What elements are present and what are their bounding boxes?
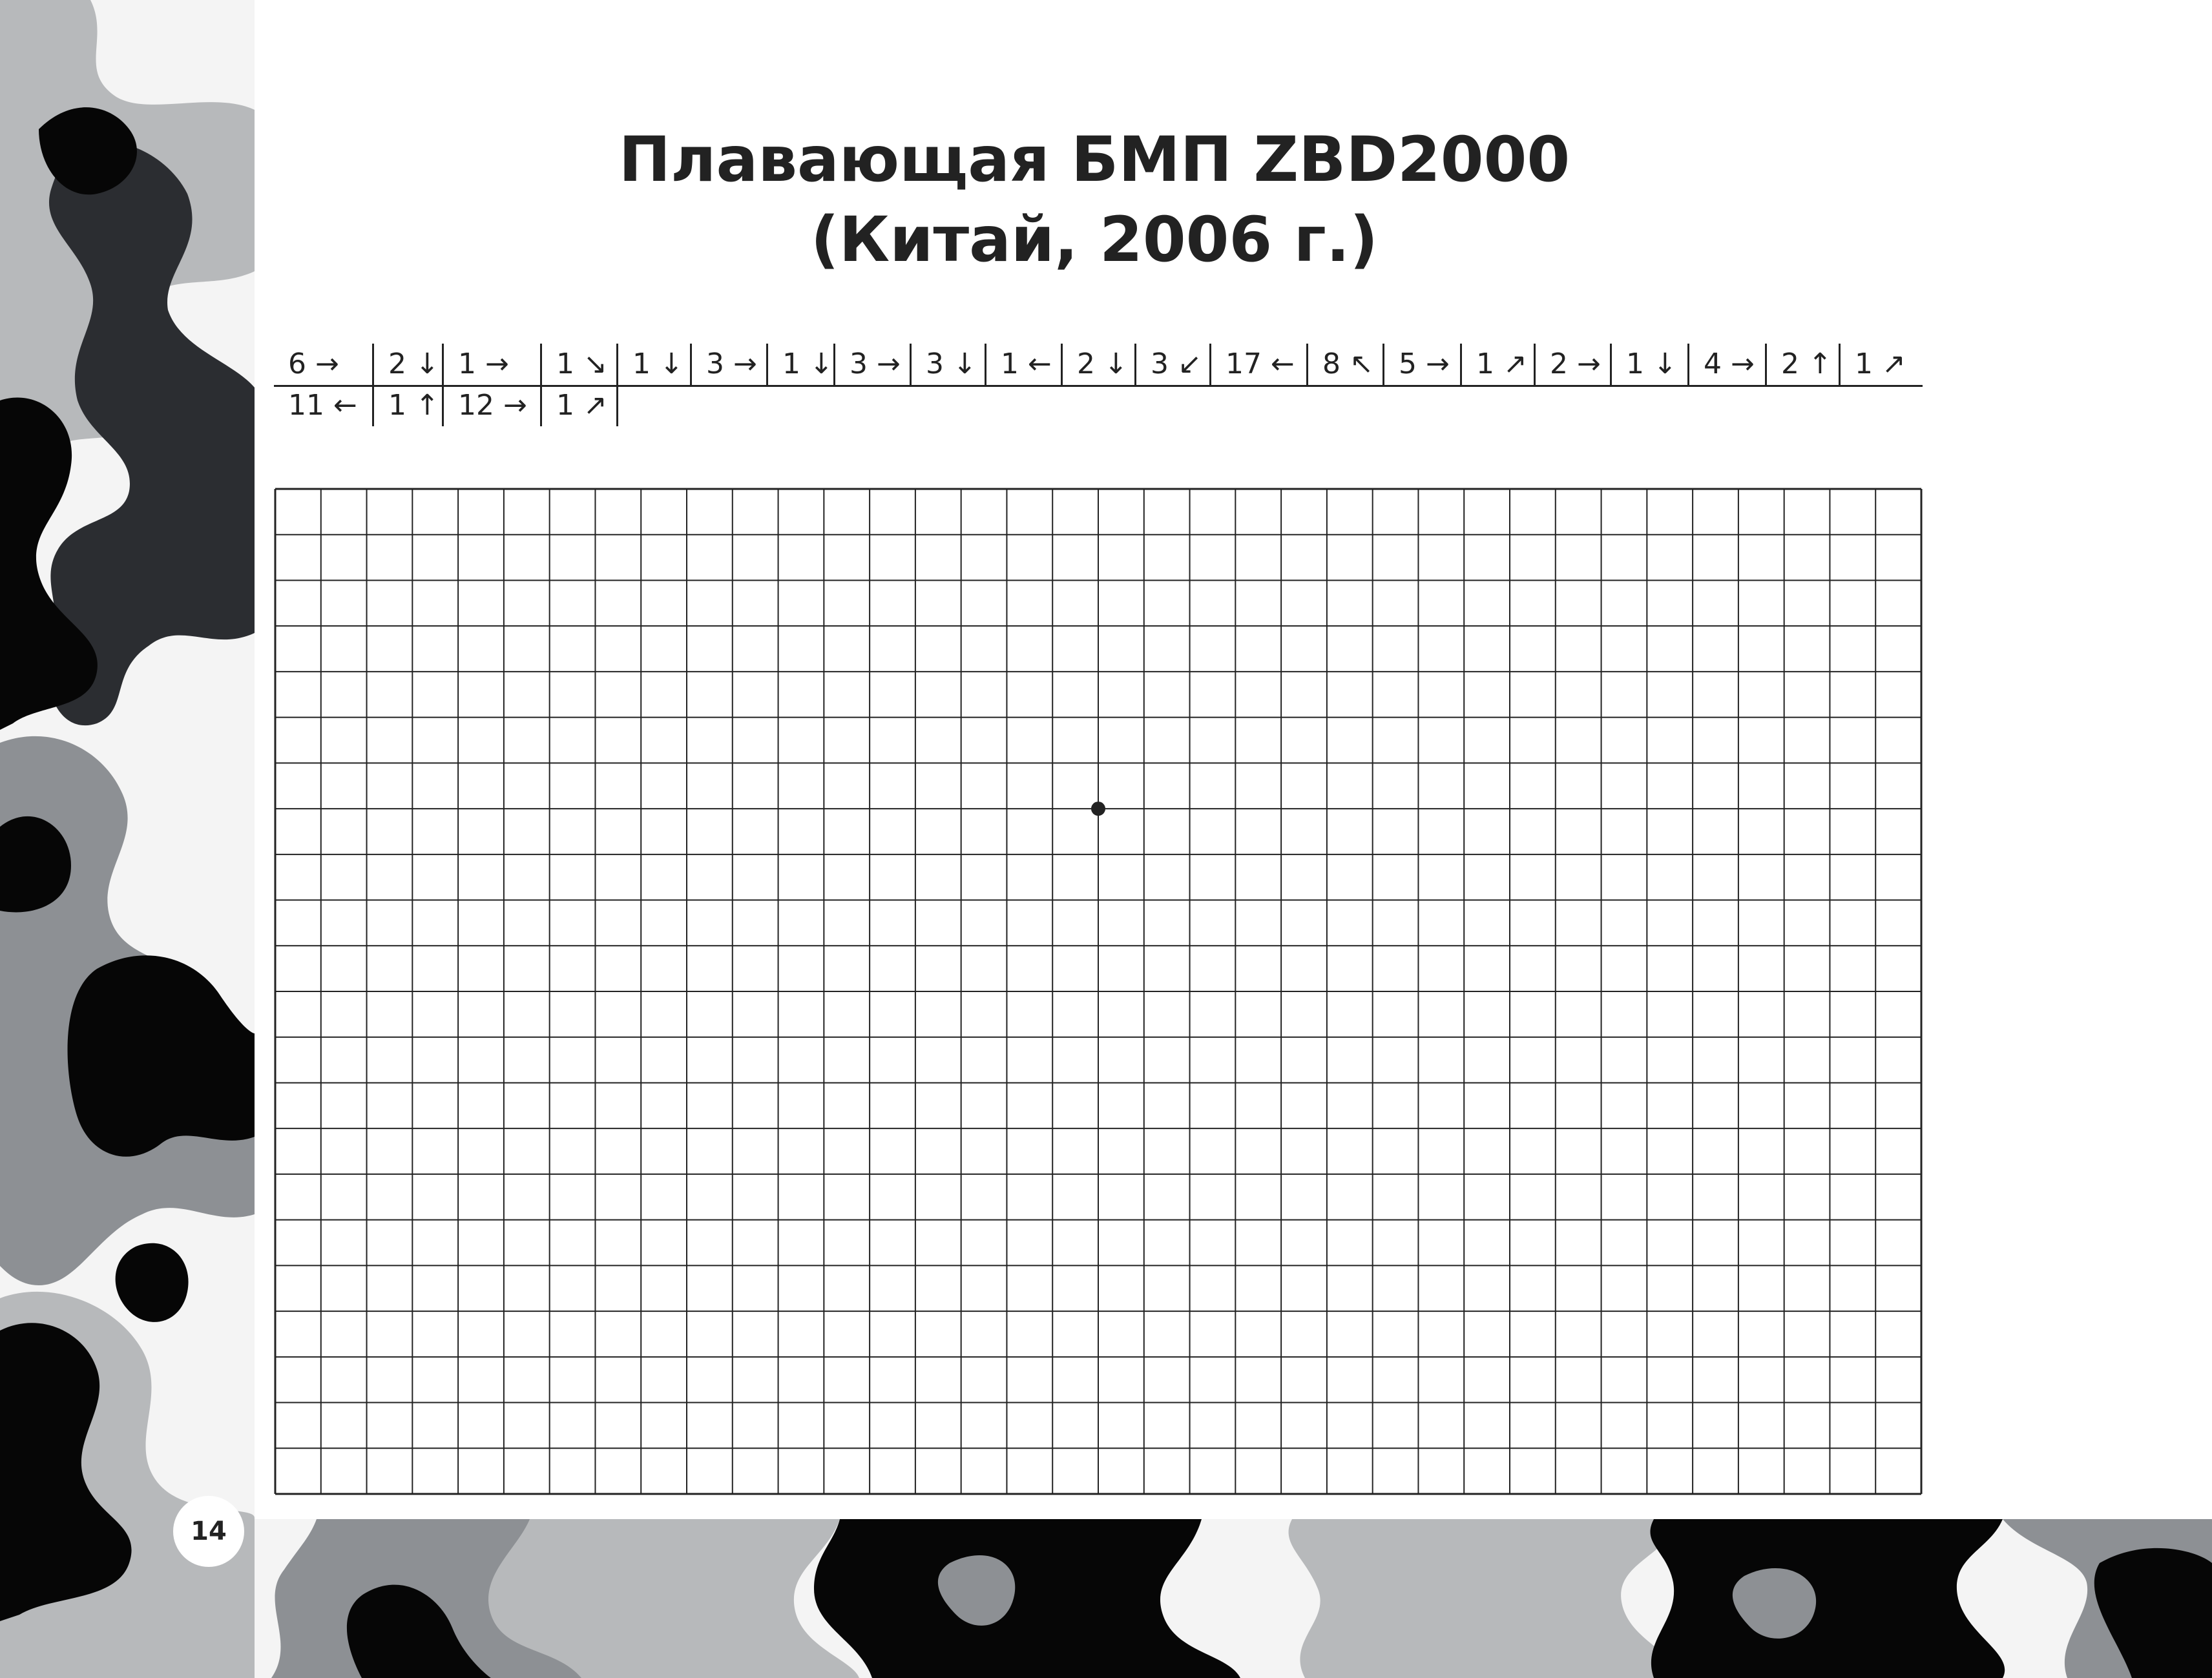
instruction-cell: 5 → [1382, 344, 1460, 385]
title-line-2: (Китай, 2006 г.) [810, 203, 1379, 276]
instructions-row-2 [274, 385, 1923, 426]
instruction-cell: 17 ← [1209, 344, 1306, 385]
drawing-instructions [274, 344, 1923, 428]
drawing-grid[interactable] [274, 488, 1923, 1495]
instruction-cell: 12 → [442, 385, 540, 426]
instruction-cell: 8 ↖ [1306, 344, 1382, 385]
grid-canvas[interactable] [274, 488, 1923, 1495]
instruction-cell: 3 ↓ [910, 344, 985, 385]
instruction-cell: 2 ↓ [1061, 344, 1134, 385]
instruction-cell: 1 ← [985, 344, 1061, 385]
start-dot [1091, 802, 1105, 816]
title-line-1: Плавающая БМП ZBD2000 [618, 123, 1570, 196]
instruction-cell: 1 ↗ [540, 385, 616, 426]
instruction-cell: 3 → [833, 344, 910, 385]
page-number: 14 [191, 1517, 227, 1546]
instruction-cell-divider [616, 385, 632, 426]
instruction-cell: 2 ↓ [372, 344, 442, 385]
instruction-cell: 1 ↓ [1610, 344, 1687, 385]
instruction-cell: 1 ↗ [1839, 344, 1923, 385]
instruction-cell: 1 ↑ [372, 385, 442, 426]
instructions-row-1 [274, 344, 1923, 387]
page-title [255, 119, 1934, 280]
instruction-cell: 2 → [1534, 344, 1610, 385]
instruction-cell: 1 ↘ [540, 344, 616, 385]
page-number-badge [173, 1496, 244, 1567]
instruction-cell: 1 → [442, 344, 540, 385]
instruction-cell: 2 ↑ [1765, 344, 1839, 385]
instruction-cell: 11 ← [288, 389, 357, 422]
instruction-cell: 4 → [1687, 344, 1765, 385]
instruction-cell: 1 ↓ [766, 344, 833, 385]
instruction-cell: 3 ↙ [1134, 344, 1209, 385]
instruction-cell: 6 → [288, 347, 339, 380]
instruction-cell: 3 → [690, 344, 766, 385]
instruction-cell: 1 ↓ [616, 344, 690, 385]
instruction-cell: 1 ↗ [1460, 344, 1534, 385]
